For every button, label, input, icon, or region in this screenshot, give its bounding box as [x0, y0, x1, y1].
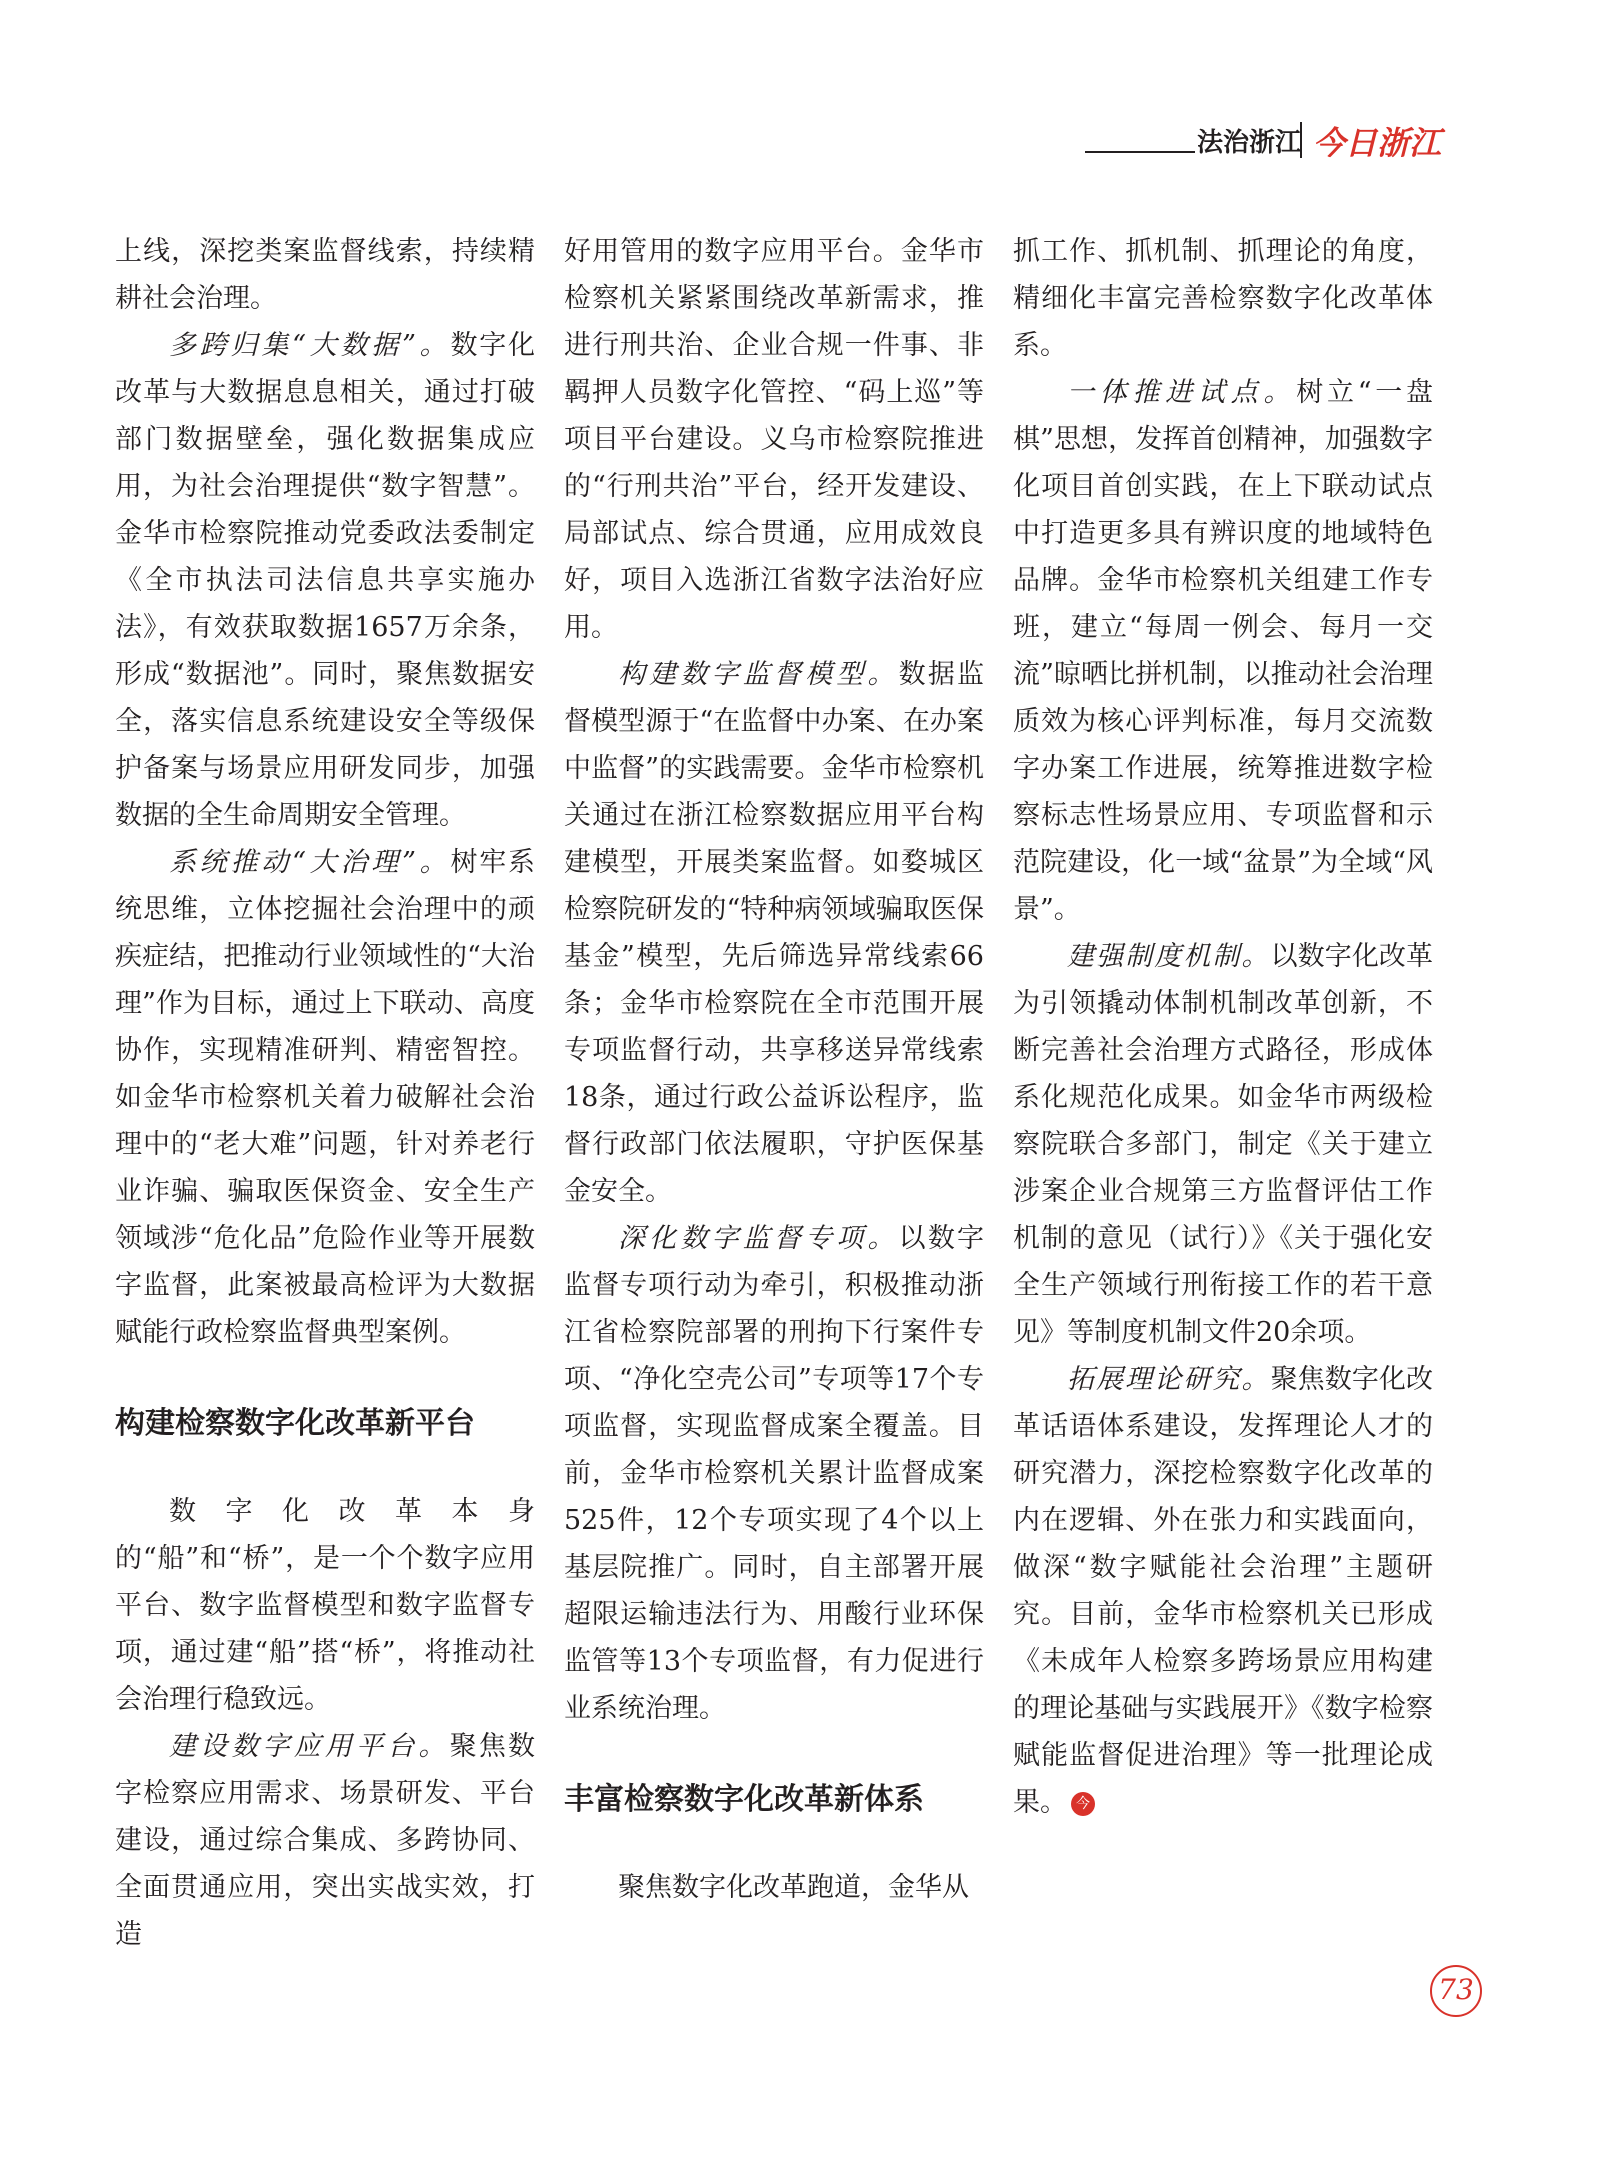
paragraph-lead: 多跨归集“大数据”。: [169, 330, 451, 361]
paragraph: 聚焦数字化改革跑道，金华从: [618, 1872, 969, 1903]
paragraph: 上线，深挖类案监督线索，持续精耕社会治理。: [115, 236, 535, 314]
paragraph: 数字化改革本身的“船”和“桥”，是一个个数字应用平台、数字监督模型和数字监督专项，通过建“船”搭“桥”，将推动社会治理行稳致远。: [115, 1496, 535, 1715]
paragraph-body: 以数字化改革为引领撬动体制机制改革创新，不断完善社会治理方式路径，形成体系化规范化成果。如金华市两级检察院联合多部门，制定《关于建立涉案企业合规第三方监督评估工作机制的意见（试行）》《关于强化安全生产领域行刑衔接工作的若干意见》等制度机制文件20余项。: [1013, 941, 1434, 1348]
paragraph-body: 数据监督模型源于“在监督中办案、在办案中监督”的实践需要。金华市检察机关通过在浙江检察数据应用平台构建模型，开展类案监督。如婺城区检察院研发的“特种病领域骗取医保基金”模型，先后筛选异常线索66条；金华市检察院在全市范围开展专项监督行动，共享移送异常线索18条，通过行政公益诉讼程序，监督行政部门依法履职，守护医保基金安全。: [564, 659, 985, 1207]
paragraph-lead: 构建数字监督模型。: [618, 659, 899, 690]
column-3: [1013, 228, 1433, 1826]
paragraph-body: 树立“一盘棋”思想，发挥首创精神，加强数字化项目首创实践，在上下联动试点中打造更多具有辨识度的地域特色品牌。金华市检察机关组建工作专班，建立“每周一例会、每月一交流”晾晒比拼机制，以推动社会治理质效为核心评判标准，每月交流数字办案工作进展，统筹推进数字检察标志性场景应用、专项监督和示范院建设，化一域“盆景”为全域“风景”。: [1013, 377, 1433, 925]
paragraph-body: 数字化改革与大数据息息相关，通过打破部门数据壁垒，强化数据集成应用，为社会治理提供“数字智慧”。金华市检察院推动党委政法委制定《全市执法司法信息共享实施办法》，有效获取数据1657万余条，形成“数据池”。同时，聚焦数据安全，落实信息系统建设安全等级保护备案与场景应用研发同步，加强数据的全生命周期安全管理。: [115, 330, 536, 831]
paragraph-lead: 拓展理论研究。: [1067, 1364, 1271, 1395]
header-rule: [1085, 151, 1195, 153]
header-separator: [1300, 122, 1302, 158]
paragraph: 抓工作、抓机制、抓理论的角度，精细化丰富完善检察数字化改革体系。: [1013, 236, 1433, 361]
column-1: [115, 228, 535, 1958]
paragraph-lead: 建设数字应用平台。: [169, 1731, 450, 1762]
end-mark-icon: 今: [1071, 1792, 1095, 1816]
paragraph: [115, 1723, 535, 1958]
page-header: [1085, 118, 1500, 162]
paragraph-lead: 建强制度机制。: [1067, 941, 1271, 972]
paragraph: [564, 1215, 984, 1732]
paragraph-lead: 系统推动“大治理”。: [169, 847, 451, 878]
paragraph: [1013, 1356, 1433, 1826]
paragraph-body: 以数字监督专项行动为牵引，积极推动浙江省检察院部署的刑拘下行案件专项、“净化空壳公司”专项等17个专项监督，实现监督成案全覆盖。目前，金华市检察机关累计监督成案525件，12个专项实现了4个以上基层院推广。同时，自主部署开展超限运输违法行为、用酸行业环保监管等13个专项监督，有力促进行业系统治理。: [564, 1223, 985, 1724]
page-number: 73: [1430, 1965, 1482, 2017]
paragraph: [115, 839, 535, 1356]
paragraph-body: 聚焦数字化改革话语体系建设，发挥理论人才的研究潜力，深挖检察数字化改革的内在逻辑、外在张力和实践面向，做深“数字赋能社会治理”主题研究。目前，金华市检察机关已形成《未成年人检察多跨场景应用构建的理论基础与实践展开》《数字检察赋能监督促进治理》等一批理论成果。: [1013, 1364, 1434, 1818]
paragraph-body: 聚焦数字检察应用需求、场景研发、平台建设，通过综合集成、多跨协同、全面贯通应用，突出实战实效，打造: [115, 1731, 536, 1950]
section-heading: 构建检察数字化改革新平台: [115, 1406, 475, 1441]
paragraph: [564, 651, 984, 1215]
section-heading: 丰富检察数字化改革新体系: [564, 1782, 924, 1817]
column-2: [564, 228, 984, 1911]
paragraph: 好用管用的数字应用平台。金华市检察机关紧紧围绕改革新需求，推进行刑共治、企业合规一件事、非羁押人员数字化管控、“码上巡”等项目平台建设。义乌市检察院推进的“行刑共治”平台，经开发建设、局部试点、综合贯通，应用成效良好，项目入选浙江省数字法治好应用。: [564, 236, 984, 643]
paragraph: [115, 322, 535, 839]
header-section-title: 法治浙江: [1197, 128, 1302, 158]
header-brand-logo: 今日浙江: [1313, 124, 1442, 162]
paragraph: [1013, 369, 1433, 933]
paragraph: [1013, 933, 1433, 1356]
paragraph-lead: 一体推进试点。: [1067, 377, 1297, 408]
paragraph-body: 树牢系统思维，立体挖掘社会治理中的顽疾症结，把推动行业领域性的“大治理”作为目标，通过上下联动、高度协作，实现精准研判、精密智控。如金华市检察机关着力破解社会治理中的“老大难”问题，针对养老行业诈骗、骗取医保资金、安全生产领域涉“危化品”危险作业等开展数字监督，此案被最高检评为大数据赋能行政检察监督典型案例。: [115, 847, 536, 1348]
paragraph-lead: 深化数字监督专项。: [618, 1223, 899, 1254]
